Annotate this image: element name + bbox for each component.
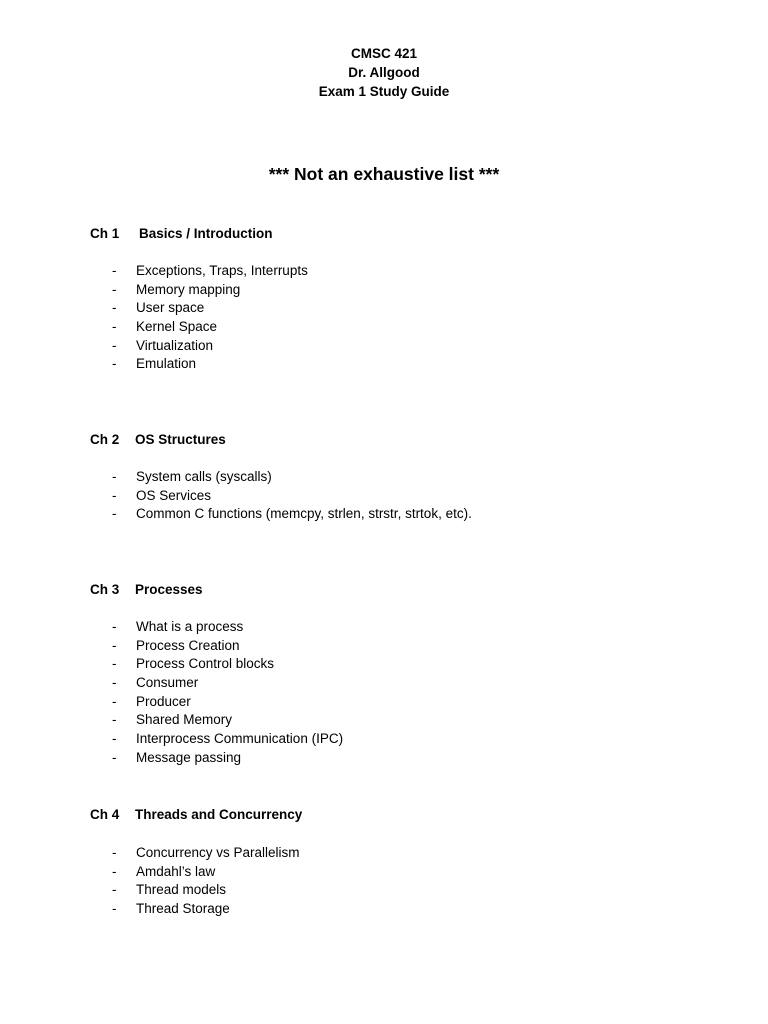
chapter-title: Basics / Introduction — [139, 226, 273, 241]
list-item — [0, 730, 768, 749]
document-title: Exam 1 Study Guide — [318, 84, 450, 99]
bullet-dash: - — [112, 469, 117, 484]
chapter-heading — [90, 806, 303, 824]
topic-text: Producer — [136, 693, 191, 709]
topic-text: Amdahl’s law — [136, 863, 216, 879]
chapter-title: OS Structures — [135, 432, 226, 447]
topic-text: Kernel Space — [136, 319, 218, 335]
chapter-number: Ch 4 — [90, 807, 120, 822]
list-item — [0, 337, 768, 356]
bullet-dash: - — [112, 263, 117, 278]
bullet-dash: - — [112, 487, 117, 503]
topic-text: Common C functions (memcpy, strlen, strstr, strtok, etc). — [136, 506, 472, 522]
topic-text: System calls (syscalls) — [136, 469, 272, 484]
topic-text: Virtualization — [136, 337, 214, 353]
chapter-heading — [90, 581, 203, 599]
topic-text: Thread models — [136, 882, 227, 898]
topic-text: User space — [136, 300, 205, 316]
chapter-title: Processes — [135, 582, 203, 597]
topic-text: Memory mapping — [136, 281, 241, 297]
bullet-dash: - — [112, 281, 117, 297]
topic-text: Emulation — [136, 356, 197, 372]
course-code: CMSC 421 — [350, 46, 418, 61]
chapter-number: Ch 1 — [90, 226, 120, 241]
list-item — [0, 881, 768, 900]
list-item — [0, 618, 768, 637]
list-item — [0, 487, 768, 506]
topic-list — [0, 468, 768, 524]
list-item — [0, 318, 768, 337]
topic-text: What is a process — [136, 619, 244, 634]
list-item — [0, 655, 768, 674]
list-item — [0, 262, 768, 281]
chapter-number: Ch 3 — [90, 582, 120, 597]
topic-text: Message passing — [136, 749, 242, 765]
topic-text: Thread Storage — [136, 901, 230, 917]
list-item — [0, 749, 768, 768]
list-item — [0, 693, 768, 712]
bullet-dash: - — [112, 749, 117, 765]
bullet-dash: - — [112, 863, 117, 879]
bullet-dash: - — [112, 675, 117, 691]
list-item — [0, 844, 768, 863]
document-header — [0, 44, 768, 101]
bullet-dash: - — [112, 693, 117, 709]
bullet-dash: - — [112, 845, 117, 860]
disclaimer-subtitle: *** Not an exhaustive list *** — [268, 164, 500, 184]
bullet-dash: - — [112, 712, 117, 728]
list-item — [0, 299, 768, 318]
topic-text: Concurrency vs Parallelism — [136, 845, 300, 860]
bullet-dash: - — [112, 731, 117, 747]
list-item — [0, 505, 768, 524]
bullet-dash: - — [112, 356, 117, 372]
bullet-dash: - — [112, 637, 117, 653]
topic-list — [0, 262, 768, 374]
list-item — [0, 355, 768, 374]
topic-text: Process Creation — [136, 637, 240, 653]
topic-text: Interprocess Communication (IPC) — [136, 731, 344, 747]
chapter-heading — [90, 431, 226, 449]
list-item — [0, 281, 768, 300]
topic-list — [0, 844, 768, 919]
topic-text: Shared Memory — [136, 712, 233, 728]
bullet-dash: - — [112, 619, 117, 634]
list-item — [0, 674, 768, 693]
topic-list — [0, 618, 768, 768]
list-item — [0, 637, 768, 656]
chapter-heading — [90, 225, 273, 243]
bullet-dash: - — [112, 319, 117, 335]
topic-text: Exceptions, Traps, Interrupts — [136, 263, 308, 278]
bullet-dash: - — [112, 901, 117, 917]
list-item — [0, 900, 768, 919]
topic-text: OS Services — [136, 487, 212, 503]
bullet-dash: - — [112, 300, 117, 316]
instructor-name: Dr. Allgood — [348, 65, 420, 80]
bullet-dash: - — [112, 656, 117, 672]
bullet-dash: - — [112, 506, 117, 522]
list-item — [0, 863, 768, 882]
list-item — [0, 711, 768, 730]
bullet-dash: - — [112, 337, 117, 353]
list-item — [0, 468, 768, 487]
chapter-number: Ch 2 — [90, 432, 120, 447]
topic-text: Process Control blocks — [136, 656, 275, 672]
chapter-title: Threads and Concurrency — [135, 807, 303, 822]
topic-text: Consumer — [136, 675, 199, 691]
bullet-dash: - — [112, 882, 117, 898]
